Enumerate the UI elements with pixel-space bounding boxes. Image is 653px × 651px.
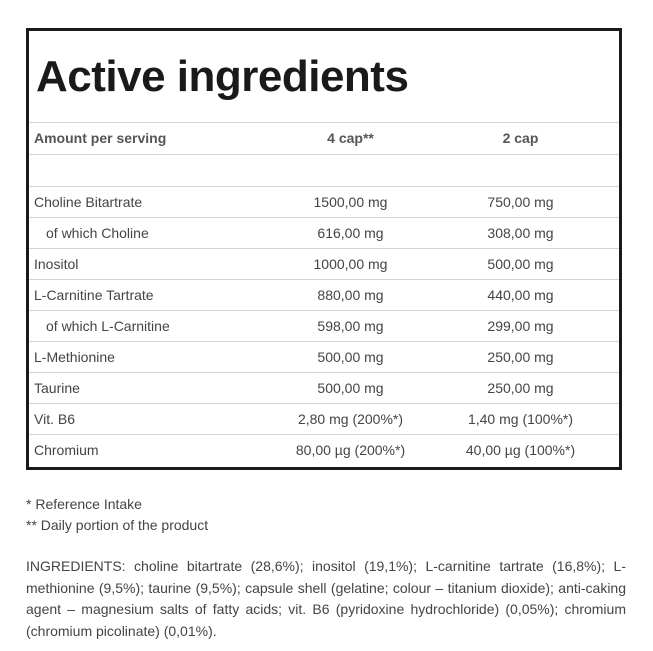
ingredient-value-2-cap: 440,00 mg: [422, 279, 619, 310]
ingredient-name: Choline Bitartrate: [29, 186, 279, 217]
ingredient-name: Vit. B6: [29, 403, 279, 434]
table-row: [29, 341, 619, 372]
header-amount-per-serving: Amount per serving: [29, 123, 279, 154]
table-spacer-row: [29, 154, 619, 186]
ingredient-value-2-cap: 299,00 mg: [422, 310, 619, 341]
ingredient-name: of which L-Carnitine: [29, 310, 279, 341]
ingredient-value-4-cap: 2,80 mg (200%*): [279, 403, 422, 434]
ingredient-name: Inositol: [29, 248, 279, 279]
table-row: [29, 372, 619, 403]
ingredient-value-4-cap: 880,00 mg: [279, 279, 422, 310]
panel-title: Active ingredients: [29, 31, 619, 123]
active-ingredients-panel: [26, 28, 622, 470]
ingredient-value-2-cap: 500,00 mg: [422, 248, 619, 279]
ingredient-value-2-cap: 250,00 mg: [422, 372, 619, 403]
ingredient-value-2-cap: 40,00 µg (100%*): [465, 441, 576, 458]
header-2-cap: 2 cap: [422, 123, 619, 154]
table-row: [29, 186, 619, 217]
ingredient-name: L-Methionine: [29, 341, 279, 372]
ingredient-value-2-cap: 750,00 mg: [422, 186, 619, 217]
daily-portion-note: ** Daily portion of the product: [26, 517, 209, 533]
ingredient-value-4-cap: 598,00 mg: [279, 310, 422, 341]
ingredient-name: of which Choline: [29, 217, 279, 248]
ingredients-list: INGREDIENTS: choline bitartrate (28,6%); inositol (19,1%); L-carnitine tartrate (16,8%); L-methionine (9,5%); taurine (9,5%); capsule shell (gelatine; colour – titanium dioxide); anti-caking agent – magnesium salts of fatty acids; vit. B6 (pyridoxine hydrochloride) (0,05%); chromium (chromium picolinate) (0,01%).: [26, 558, 626, 639]
ingredient-name: Chromium: [34, 441, 99, 458]
footnotes: [26, 494, 208, 536]
table-row: [29, 279, 619, 310]
ingredient-value-4-cap: 1500,00 mg: [279, 186, 422, 217]
ingredient-value-4-cap: 80,00 µg (200%*): [295, 441, 406, 458]
table-row: [29, 434, 619, 465]
table-row: [29, 310, 619, 341]
ingredient-value-4-cap: 616,00 mg: [279, 217, 422, 248]
ingredient-name: L-Carnitine Tartrate: [29, 279, 279, 310]
ingredient-value-2-cap: 250,00 mg: [422, 341, 619, 372]
ingredient-value-4-cap: 1000,00 mg: [279, 248, 422, 279]
table-row: [29, 217, 619, 248]
reference-intake-note: * Reference Intake: [26, 496, 142, 512]
ingredient-value-4-cap: 500,00 mg: [279, 341, 422, 372]
ingredient-value-2-cap: 1,40 mg (100%*): [422, 403, 619, 434]
table-row: [29, 248, 619, 279]
table-header-row: [29, 123, 619, 154]
ingredient-value-2-cap: 308,00 mg: [422, 217, 619, 248]
table-row: [29, 403, 619, 434]
header-4-cap: 4 cap**: [279, 123, 422, 154]
ingredients-table: [29, 123, 619, 465]
ingredient-value-4-cap: 500,00 mg: [279, 372, 422, 403]
ingredient-name: Taurine: [29, 372, 279, 403]
